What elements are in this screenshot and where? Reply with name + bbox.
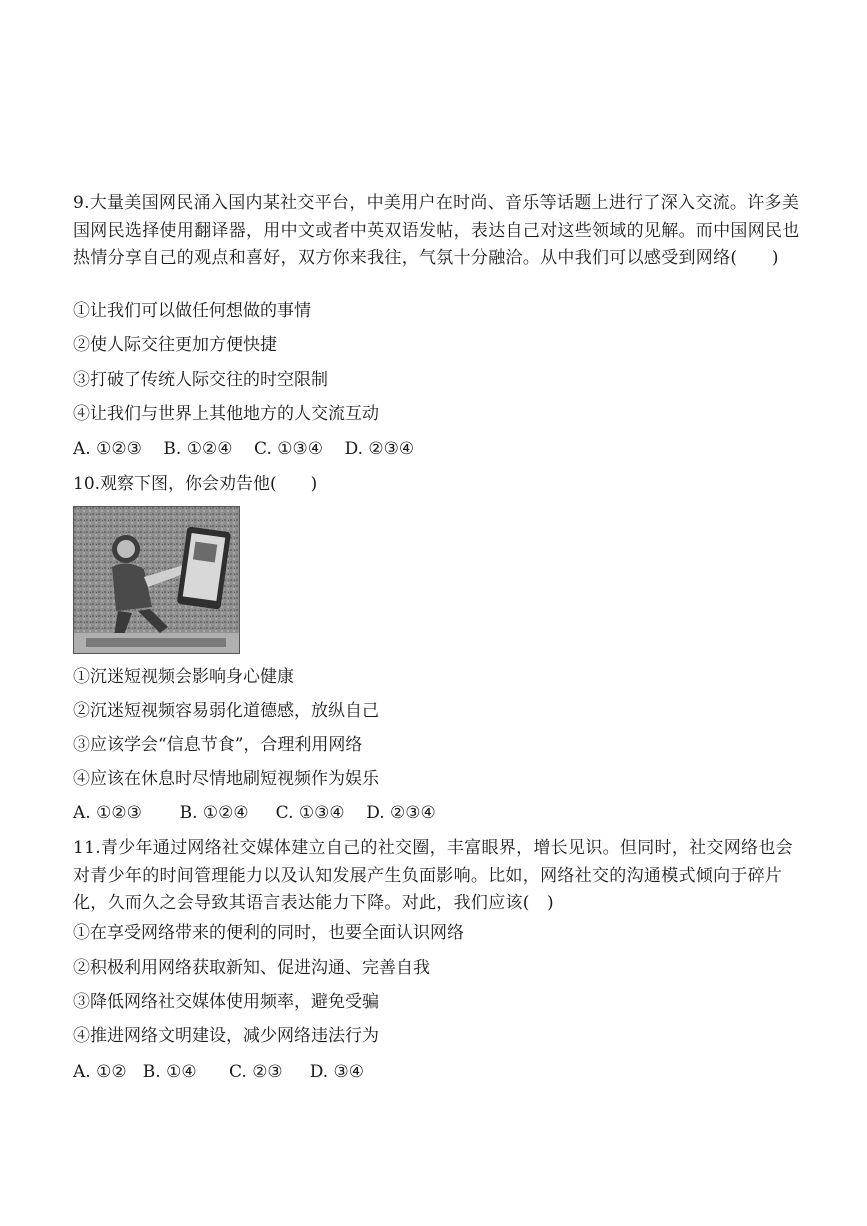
question-10-option-2: ②沉迷短视频容易弱化道德感，放纵自己 <box>73 701 379 721</box>
question-11-choices: A. ①② B. ①④ C. ②③ D. ③④ <box>73 1062 365 1082</box>
question-9-option-4: ④让我们与世界上其他地方的人交流互动 <box>73 404 379 424</box>
cartoon-figure <box>73 506 240 654</box>
question-10-option-1: ①沉迷短视频会影响身心健康 <box>73 667 294 687</box>
question-9-option-1: ①让我们可以做任何想做的事情 <box>73 301 311 321</box>
question-11-option-2: ②积极利用网络获取新知、促进沟通、完善自我 <box>73 958 430 978</box>
question-11 <box>73 835 803 918</box>
question-9-stem: 9.大量美国网民涌入国内某社交平台，中美用户在时尚、音乐等话题上进行了深入交流。许多美国网民选择使用翻译器，用中文或者中英双语发帖，表达自己对这些领域的见解。而中国网民也热情分享自己的观点和喜好，双方你来我往，气氛十分融洽。从中我们可以感受到网络( ) <box>73 193 800 268</box>
question-10-option-3: ③应该学会“信息节食”，合理利用网络 <box>73 735 363 755</box>
question-9 <box>73 190 803 273</box>
question-11-stem: 11.青少年通过网络社交媒体建立自己的社交圈，丰富眼界，增长见识。但同时，社交网络也会对青少年的时间管理能力以及认知发展产生负面影响。比如，网络社交的沟通模式倾向于碎片化，久而久之会导致其语言表达能力下降。对此，我们应该( ) <box>73 838 793 913</box>
question-10-option-4: ④应该在休息时尽情地刷短视频作为娱乐 <box>73 769 379 789</box>
question-10-stem: 10.观察下图，你会劝告他( ) <box>73 474 318 494</box>
question-11-option-3: ③降低网络社交媒体使用频率，避免受骗 <box>73 992 379 1012</box>
question-9-option-3: ③打破了传统人际交往的时空限制 <box>73 370 328 390</box>
question-11-option-4: ④推进网络文明建设，减少网络违法行为 <box>73 1026 379 1046</box>
question-9-choices: A. ①②③ B. ①②④ C. ①③④ D. ②③④ <box>73 439 415 459</box>
question-9-option-2: ②使人际交往更加方便快捷 <box>73 335 277 355</box>
question-10-choices: A. ①②③ B. ①②④ C. ①③④ D. ②③④ <box>73 803 436 823</box>
cartoon-image <box>74 507 239 653</box>
question-11-option-1: ①在享受网络带来的便利的同时，也要全面认识网络 <box>73 923 464 943</box>
